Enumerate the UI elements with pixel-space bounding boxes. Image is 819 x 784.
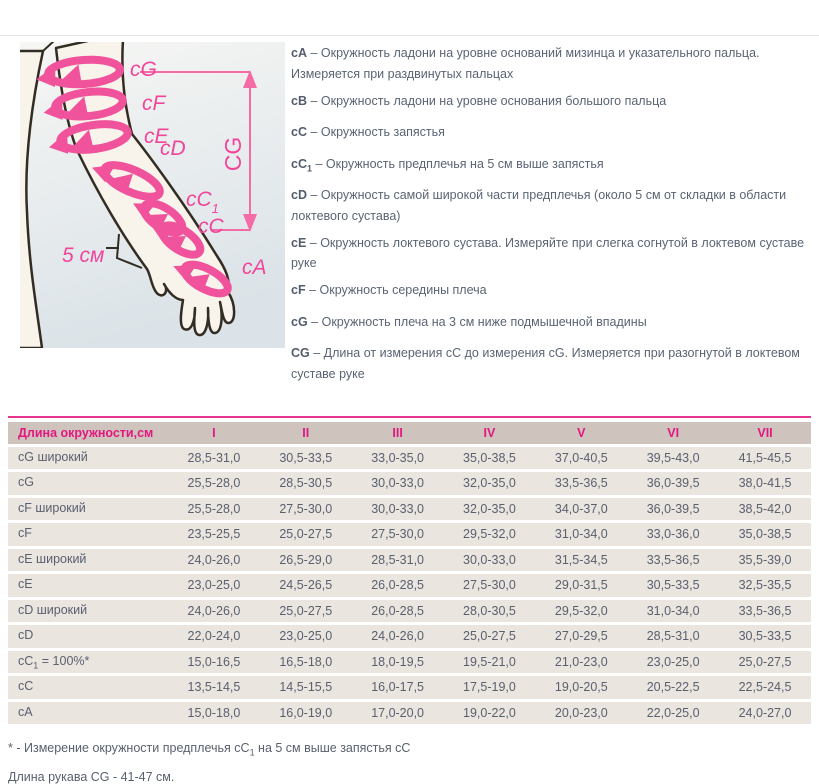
table-row: [8, 600, 811, 626]
size-range-cell: 23,5-25,5: [168, 523, 260, 549]
size-range-cell: 29,5-32,0: [444, 523, 536, 549]
size-range-cell: 37,0-40,5: [535, 447, 627, 473]
size-range-cell: 23,0-25,0: [627, 651, 719, 677]
measurement-description: CG – Длина от измерения cC до измерения cG. Измеряется при разогнутой в локтевом суставе руке: [291, 346, 800, 381]
size-range-cell: 36,0-39,5: [627, 472, 719, 498]
size-range-cell: 16,0-17,5: [352, 676, 444, 702]
row-label: cF: [8, 523, 168, 549]
table-row: [8, 574, 811, 600]
size-range-cell: 19,0-20,5: [535, 676, 627, 702]
label-cD: cD: [160, 137, 186, 160]
size-range-cell: 19,5-21,0: [444, 651, 536, 677]
label-cG: cG: [130, 58, 157, 81]
size-range-cell: 27,5-30,0: [260, 498, 352, 524]
size-range-cell: 20,5-22,5: [627, 676, 719, 702]
size-range-cell: 31,0-34,0: [535, 523, 627, 549]
size-range-cell: 22,0-25,0: [627, 702, 719, 728]
size-range-cell: 22,5-24,5: [719, 676, 811, 702]
size-range-cell: 23,0-25,0: [260, 625, 352, 651]
size-range-cell: 29,0-31,5: [535, 574, 627, 600]
size-range-cell: 21,0-23,0: [535, 651, 627, 677]
size-range-cell: 28,5-30,5: [260, 472, 352, 498]
row-label: cD: [8, 625, 168, 651]
size-range-cell: 30,0-33,0: [352, 498, 444, 524]
table-row: [8, 472, 811, 498]
size-range-cell: 13,5-14,5: [168, 676, 260, 702]
size-range-cell: 17,5-19,0: [444, 676, 536, 702]
size-column-header: VII: [719, 422, 811, 447]
size-range-cell: 24,0-26,0: [168, 600, 260, 626]
table-row: [8, 625, 811, 651]
size-range-cell: 32,0-35,0: [444, 498, 536, 524]
size-range-cell: 28,5-31,0: [627, 625, 719, 651]
size-range-cell: 25,0-27,5: [444, 625, 536, 651]
size-range-cell: 15,0-18,0: [168, 702, 260, 728]
size-range-cell: 25,5-28,0: [168, 472, 260, 498]
row-label: cF широкий: [8, 498, 168, 524]
table-row: [8, 702, 811, 728]
footnote-asterisk: * - Измерение окружности предплечья $cC_1$ на 5 см выше запястья cC: [8, 741, 411, 758]
size-range-cell: 20,0-23,0: [535, 702, 627, 728]
label-cF: cF: [142, 92, 166, 115]
size-range-cell: 33,5-36,5: [627, 549, 719, 575]
size-range-cell: 38,5-42,0: [719, 498, 811, 524]
size-range-cell: 36,0-39,5: [627, 498, 719, 524]
size-range-cell: 26,0-28,5: [352, 574, 444, 600]
label-cg-length: CG: [220, 136, 246, 172]
size-table-title: Длина окружности,см: [8, 422, 168, 447]
size-range-cell: 34,0-37,0: [535, 498, 627, 524]
size-column-header: II: [260, 422, 352, 447]
row-label: cE широкий: [8, 549, 168, 575]
size-range-cell: 24,0-26,0: [352, 625, 444, 651]
measurement-description: cE – Окружность локтевого сустава. Измеряйте при слегка согнутой в локтевом суставе руке: [291, 235, 805, 270]
size-range-cell: 18,0-19,5: [352, 651, 444, 677]
measurement-description: cB – Окружность ладони на уровне основания большого пальца: [291, 93, 667, 108]
size-range-cell: 17,0-20,0: [352, 702, 444, 728]
row-label: cA: [8, 702, 168, 728]
size-range-cell: 25,5-28,0: [168, 498, 260, 524]
size-range-cell: 27,0-29,5: [535, 625, 627, 651]
size-table-wrap: [8, 416, 811, 728]
size-range-cell: 27,5-30,0: [352, 523, 444, 549]
table-row: [8, 523, 811, 549]
size-range-cell: 26,5-29,0: [260, 549, 352, 575]
arm-diagram: [20, 42, 285, 393]
size-range-cell: 30,5-33,5: [260, 447, 352, 473]
size-range-cell: 33,0-36,0: [627, 523, 719, 549]
size-table-section: [8, 416, 811, 728]
size-range-cell: 33,0-35,0: [352, 447, 444, 473]
size-range-cell: 24,0-26,0: [168, 549, 260, 575]
size-range-cell: 16,5-18,0: [260, 651, 352, 677]
row-label: cG широкий: [8, 447, 168, 473]
row-label: cE: [8, 574, 168, 600]
size-range-cell: 28,5-31,0: [352, 549, 444, 575]
size-range-cell: 16,0-19,0: [260, 702, 352, 728]
size-range-cell: 25,0-27,5: [719, 651, 811, 677]
measurement-description: cD – Окружность самой широкой части предплечья (около 5 см от складки в области локтевого сустава): [291, 188, 787, 223]
size-column-header: IV: [444, 422, 536, 447]
size-range-cell: 24,5-26,5: [260, 574, 352, 600]
size-range-cell: 23,0-25,0: [168, 574, 260, 600]
size-column-header: I: [168, 422, 260, 447]
size-range-cell: 19,0-22,0: [444, 702, 536, 728]
size-range-cell: 30,5-33,5: [719, 625, 811, 651]
table-row: [8, 549, 811, 575]
row-label: cD широкий: [8, 600, 168, 626]
row-label: cG: [8, 472, 168, 498]
measurement-description: $cC_1$ – Окружность предплечья на 5 см выше запястья: [291, 156, 604, 173]
label-cE: cE: [144, 125, 169, 148]
size-column-header: VI: [627, 422, 719, 447]
measurement-description: cA – Окружность ладони на уровне оснований мизинца и указательного пальца. Измеряется при раздвинутых пальцах: [291, 46, 760, 81]
footnotes: [8, 741, 811, 784]
size-range-cell: 39,5-43,0: [627, 447, 719, 473]
size-range-cell: 35,0-38,5: [444, 447, 536, 473]
size-column-header: V: [535, 422, 627, 447]
label-cC1: $cC_1$: [186, 188, 219, 216]
label-five-cm: 5 см: [62, 244, 105, 267]
size-range-cell: 24,0-27,0: [719, 702, 811, 728]
arm-diagram-illustration: [20, 42, 285, 348]
label-cC: cC: [198, 215, 224, 238]
size-range-cell: 27,5-30,0: [444, 574, 536, 600]
size-range-cell: 33,5-36,5: [719, 600, 811, 626]
measurement-guide: [0, 42, 819, 393]
size-range-cell: 30,0-33,0: [352, 472, 444, 498]
size-range-cell: 25,0-27,5: [260, 600, 352, 626]
table-row: [8, 447, 811, 473]
measurement-description: cG – Окружность плеча на 3 см ниже подмышечной впадины: [291, 314, 647, 329]
measurement-description: cF – Окружность середины плеча: [291, 283, 487, 297]
size-range-cell: 41,5-45,5: [719, 447, 811, 473]
size-range-cell: 35,5-39,0: [719, 549, 811, 575]
size-table-body: [8, 447, 811, 728]
table-row: [8, 651, 811, 677]
measurement-descriptions: [291, 42, 815, 393]
size-range-cell: 29,5-32,0: [535, 600, 627, 626]
size-range-cell: 31,0-34,0: [627, 600, 719, 626]
size-range-cell: 30,5-33,5: [627, 574, 719, 600]
size-range-cell: 38,0-41,5: [719, 472, 811, 498]
size-range-cell: 35,0-38,5: [719, 523, 811, 549]
label-cA: cA: [242, 256, 267, 279]
size-range-cell: 22,0-24,0: [168, 625, 260, 651]
size-range-cell: 15,0-16,5: [168, 651, 260, 677]
row-label: $cC_1 = 100\%*$: [8, 651, 168, 677]
size-range-cell: 28,0-30,5: [444, 600, 536, 626]
size-range-cell: 31,5-34,5: [535, 549, 627, 575]
footnote-sleeve-length: Длина рукава CG - 41-47 см.: [8, 769, 175, 784]
table-row: [8, 498, 811, 524]
row-label: cC: [8, 676, 168, 702]
size-range-cell: 28,5-31,0: [168, 447, 260, 473]
size-range-cell: 32,0-35,0: [444, 472, 536, 498]
table-row: [8, 676, 811, 702]
size-range-cell: 30,0-33,0: [444, 549, 536, 575]
size-range-cell: 14,5-15,5: [260, 676, 352, 702]
top-separator: [0, 35, 819, 36]
size-range-cell: 32,5-35,5: [719, 574, 811, 600]
size-column-header: III: [352, 422, 444, 447]
size-range-cell: 26,0-28,5: [352, 600, 444, 626]
size-table-header-row: [8, 422, 811, 447]
size-table: [8, 422, 811, 728]
size-range-cell: 25,0-27,5: [260, 523, 352, 549]
measurement-description: cC – Окружность запястья: [291, 125, 445, 139]
size-range-cell: 33,5-36,5: [535, 472, 627, 498]
